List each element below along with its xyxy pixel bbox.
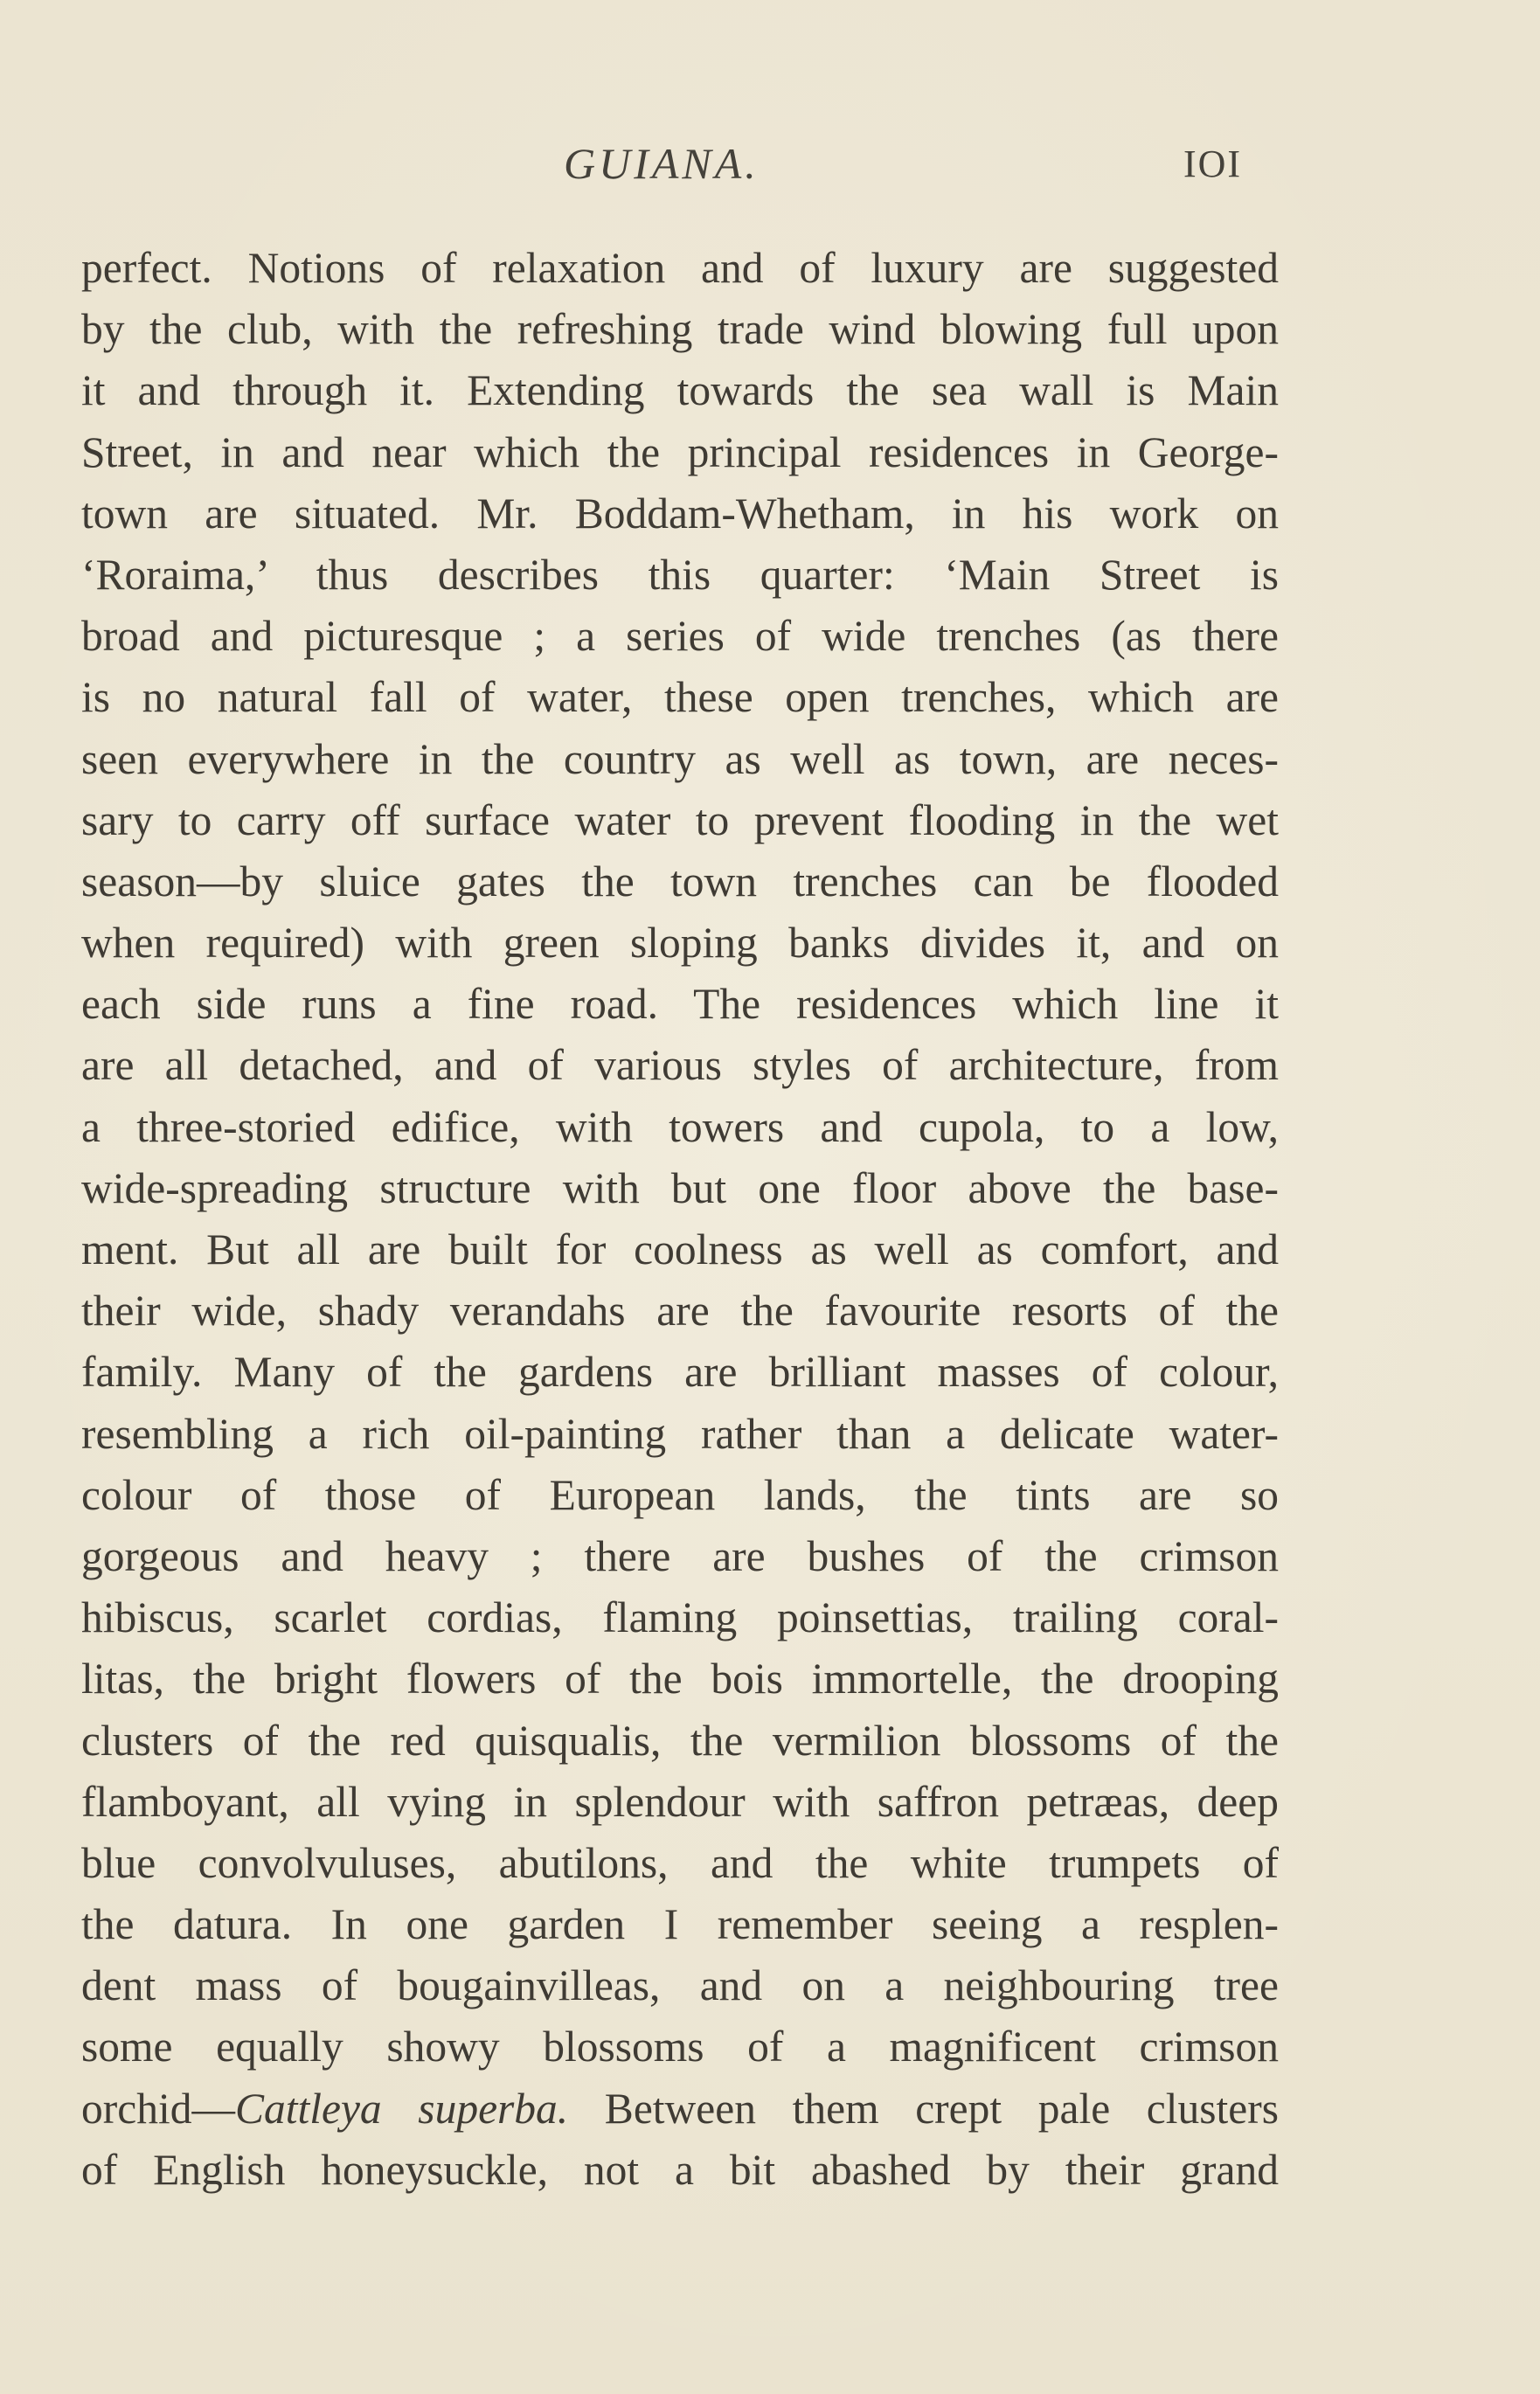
text-line: sary to carry off surface water to prevent flooding in the wet	[81, 795, 1279, 844]
text-span: orchid—	[81, 2084, 235, 2133]
text-line: ‘Roraima,’ thus describes this quarter: ‘Main Street is	[81, 550, 1279, 599]
text-line: blue convolvuluses, abutilons, and the white trumpets of	[81, 1838, 1279, 1887]
text-line: is no natural fall of water, these open trenches, which are	[81, 673, 1279, 722]
text-line: are all detached, and of various styles of architecture, from	[81, 1041, 1279, 1090]
text-line: their wide, shady verandahs are the favourite resorts of the	[81, 1287, 1279, 1336]
running-head	[0, 138, 1540, 199]
text-line: family. Many of the gardens are brilliant masses of colour,	[81, 1348, 1279, 1397]
text-line: when required) with green sloping banks divides it, and on	[81, 919, 1279, 968]
text-line: perfect. Notions of relaxation and of luxury are suggested	[81, 244, 1279, 292]
text-line: litas, the bright flowers of the bois immortelle, the drooping	[81, 1655, 1279, 1704]
text-line: hibiscus, scarlet cordias, flaming poinsettias, trailing coral-	[81, 1593, 1279, 1642]
text-span: Between them crept pale clusters	[568, 2084, 1280, 2133]
text-line: ment. But all are built for coolness as well as comfort, and	[81, 1225, 1279, 1273]
italic-species-name: Cattleya superba.	[234, 2084, 569, 2133]
text-line: flamboyant, all vying in splendour with saffron petræas, deep	[81, 1777, 1279, 1826]
text-line: by the club, with the refreshing trade wind blowing full upon	[81, 305, 1279, 354]
text-line-with-italic	[81, 2078, 1279, 2140]
text-line: broad and picturesque ; a series of wide trenches (as there	[81, 612, 1279, 661]
text-line: of English honeysuckle, not a bit abashed by their grand	[81, 2145, 1279, 2194]
text-line: Street, in and near which the principal residences in George-	[81, 427, 1279, 476]
text-line: clusters of the red quisqualis, the vermilion blossoms of the	[81, 1716, 1279, 1765]
text-line: town are situated. Mr. Boddam-Whetham, in his work on	[81, 489, 1279, 538]
text-line: it and through it. Extending towards the sea wall is Main	[81, 366, 1279, 415]
text-line: seen everywhere in the country as well as town, are neces-	[81, 734, 1279, 783]
text-line: gorgeous and heavy ; there are bushes of the crimson	[81, 1531, 1279, 1580]
text-line: the datura. In one garden I remember seeing a resplen-	[81, 1900, 1279, 1949]
body-text	[81, 238, 1279, 2201]
text-line: resembling a rich oil-painting rather than a delicate water-	[81, 1409, 1279, 1458]
page-number: IOI	[1183, 142, 1243, 185]
text-line: colour of those of European lands, the tints are so	[81, 1470, 1279, 1519]
text-line: season—by sluice gates the town trenches can be flooded	[81, 857, 1279, 906]
text-line: each side runs a fine road. The residences which line it	[81, 980, 1279, 1029]
running-title: GUIANA.	[564, 139, 760, 188]
text-line: dent mass of bougainvilleas, and on a neighbouring tree	[81, 1961, 1279, 2010]
text-line: wide-spreading structure with but one floor above the base-	[81, 1163, 1279, 1212]
text-line: some equally showy blossoms of a magnificent crimson	[81, 2023, 1279, 2071]
text-line: a three-storied edifice, with towers and cupola, to a low,	[81, 1102, 1279, 1151]
